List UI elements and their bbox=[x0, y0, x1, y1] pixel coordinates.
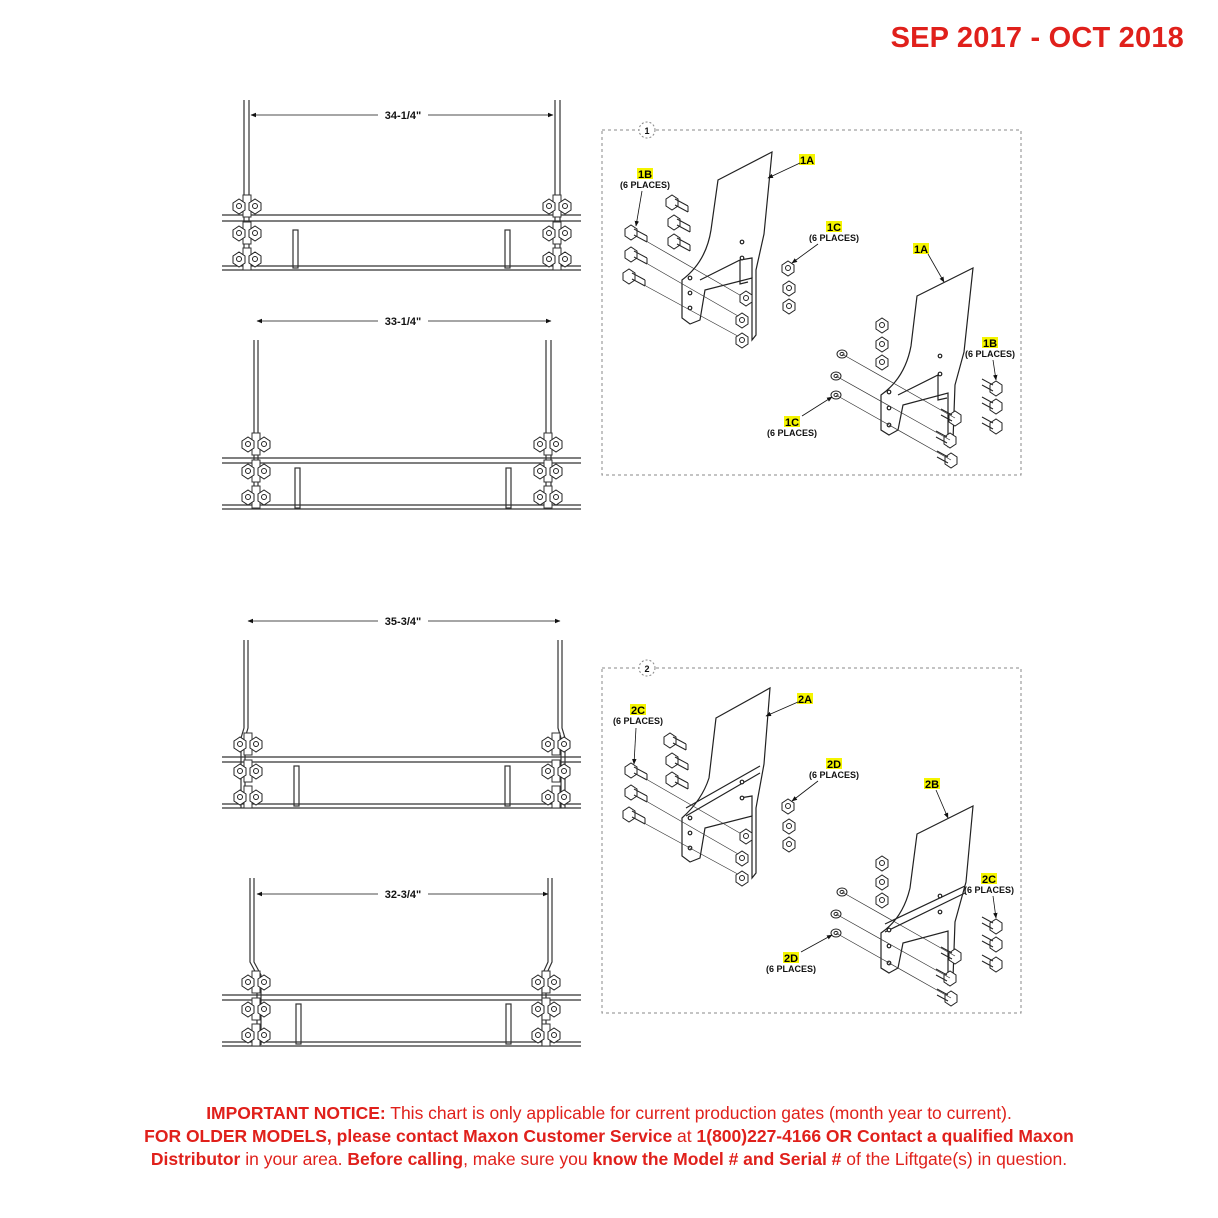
notice-line-3-text-c: of the Liftgate(s) in question. bbox=[841, 1149, 1068, 1169]
gate-top-assembly-2 bbox=[222, 640, 581, 808]
notice-line-3-text-a: in your area. bbox=[240, 1149, 348, 1169]
qty-1b-right: (6 PLACES) bbox=[964, 349, 1016, 359]
washers-1c-right bbox=[831, 318, 888, 399]
notice-line-1-text: This chart is only applicable for current production gates (month year to current). bbox=[385, 1103, 1012, 1123]
notice-phone: 1(800)227-4166 OR Contact a qualified Maxon bbox=[696, 1126, 1074, 1146]
washers-2d-right bbox=[831, 856, 888, 937]
notice-older-models: FOR OLDER MODELS, please contact Maxon Customer Service bbox=[144, 1126, 673, 1146]
plate-2a-left bbox=[682, 688, 770, 878]
notice-before-calling: Before calling bbox=[347, 1149, 464, 1169]
gate-bottom-assembly-1 bbox=[222, 340, 581, 509]
date-range-header: SEP 2017 - OCT 2018 bbox=[890, 22, 1184, 54]
qty-2c-right: (6 PLACES) bbox=[963, 885, 1015, 895]
detail-2-number: 2 bbox=[644, 664, 650, 674]
qty-2c-left: (6 PLACES) bbox=[612, 716, 664, 726]
dimension-2-bottom: 32-3/4" bbox=[384, 889, 422, 901]
qty-1c-left: (6 PLACES) bbox=[808, 233, 860, 243]
qty-2d-left: (6 PLACES) bbox=[808, 770, 860, 780]
dimension-1-top: 34-1/4" bbox=[384, 110, 422, 122]
notice-line-2 bbox=[0, 1125, 1218, 1148]
callout-1a-right: 1A bbox=[913, 244, 929, 256]
notice-line-1 bbox=[0, 1102, 1218, 1125]
qty-2d-right: (6 PLACES) bbox=[765, 964, 817, 974]
callout-2c-left: 2C bbox=[630, 705, 646, 717]
detail-1-number: 1 bbox=[644, 126, 650, 136]
qty-1b-left: (6 PLACES) bbox=[619, 180, 671, 190]
gate-bottom-assembly-2 bbox=[222, 878, 581, 1046]
callout-2d-right: 2D bbox=[783, 953, 799, 965]
callout-1c-left: 1C bbox=[826, 222, 842, 234]
callout-2b-right: 2B bbox=[924, 779, 940, 791]
dimension-2-top: 35-3/4" bbox=[384, 616, 422, 628]
callout-1a-left: 1A bbox=[799, 155, 815, 167]
notice-model-serial: know the Model # and Serial # bbox=[592, 1149, 842, 1169]
dimension-1-bottom: 33-1/4" bbox=[384, 316, 422, 328]
callout-1b-left: 1B bbox=[637, 169, 653, 181]
notice-heading: IMPORTANT NOTICE: bbox=[206, 1103, 386, 1123]
notice-line-3 bbox=[0, 1148, 1218, 1171]
callout-2d-left: 2D bbox=[826, 759, 842, 771]
plate-1a-left bbox=[682, 152, 772, 340]
notice-line-2-text: at bbox=[672, 1126, 697, 1146]
notice-line-3-text-b: , make sure you bbox=[463, 1149, 593, 1169]
callout-1c-right: 1C bbox=[784, 417, 800, 429]
gate-top-assembly-1 bbox=[222, 100, 581, 270]
callout-2c-right: 2C bbox=[981, 874, 997, 886]
callout-1b-right: 1B bbox=[982, 338, 998, 350]
important-notice bbox=[0, 1102, 1218, 1171]
qty-1c-right: (6 PLACES) bbox=[766, 428, 818, 438]
notice-distributor: Distributor bbox=[150, 1149, 241, 1169]
callout-2a-left: 2A bbox=[797, 694, 813, 706]
